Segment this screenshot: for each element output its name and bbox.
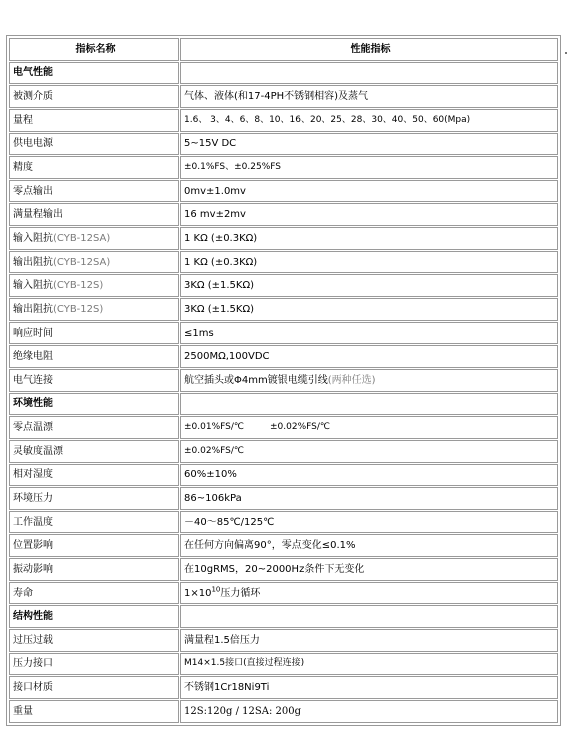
row-value: 0mv±1.0mv	[180, 180, 558, 203]
row-value	[180, 582, 558, 605]
row-value: 3KΩ (±1.5KΩ)	[180, 274, 558, 297]
table-row	[9, 416, 558, 439]
row-value: 在任何方向偏离90°，零点变化≤0.1%	[180, 534, 558, 557]
header-name: 指标名称	[9, 38, 179, 61]
table-row	[9, 156, 558, 179]
row-label: 量程	[9, 109, 179, 132]
row-value: －40～85℃/125℃	[180, 511, 558, 534]
row-value: 3KΩ (±1.5KΩ)	[180, 298, 558, 321]
table-row	[9, 227, 558, 250]
row-note: (两种任选)	[327, 374, 376, 386]
row-label: 相对湿度	[9, 464, 179, 487]
row-label: 供电电源	[9, 133, 179, 156]
row-value: 1.6、 3、4、6、8、10、16、20、25、28、30、40、50、60(Mpa)	[180, 109, 558, 132]
row-value: ±0.02%FS/℃	[180, 440, 558, 463]
spec-table	[8, 37, 559, 724]
table-row	[9, 345, 558, 368]
row-value-text: 航空插头或Φ4mm镀银电缆引线	[184, 374, 328, 386]
table-row	[9, 85, 558, 108]
row-value: M14×1.5接口(直接过程连接)	[180, 653, 558, 676]
table-row	[9, 700, 558, 723]
row-label: 接口材质	[9, 676, 179, 699]
table-row	[9, 322, 558, 345]
row-value: 不锈钢1Cr18Ni9Ti	[180, 676, 558, 699]
table-row	[9, 251, 558, 274]
table-row	[9, 274, 558, 297]
row-label: 绝缘电阻	[9, 345, 179, 368]
row-label: 位置影响	[9, 534, 179, 557]
row-label: 电气连接	[9, 369, 179, 392]
row-label	[9, 227, 179, 250]
row-value	[180, 416, 558, 439]
row-label: 重量	[9, 700, 179, 723]
stray-dot	[565, 52, 567, 54]
row-label	[9, 251, 179, 274]
row-label: 响应时间	[9, 322, 179, 345]
row-label	[9, 298, 179, 321]
row-value	[180, 369, 558, 392]
table-row	[9, 511, 558, 534]
section-structure	[9, 605, 558, 628]
table-row	[9, 180, 558, 203]
row-value: 5~15V DC	[180, 133, 558, 156]
section-electrical	[9, 62, 558, 85]
row-label: 零点输出	[9, 180, 179, 203]
row-value: ≤1ms	[180, 322, 558, 345]
row-value: 1 KΩ (±0.3KΩ)	[180, 251, 558, 274]
table-row	[9, 487, 558, 510]
row-label: 灵敏度温漂	[9, 440, 179, 463]
model-code: (CYB-12S)	[53, 280, 104, 292]
row-label: 零点温漂	[9, 416, 179, 439]
row-label-text: 输入阻抗	[13, 232, 53, 244]
table-row	[9, 653, 558, 676]
row-label: 精度	[9, 156, 179, 179]
row-value: 2500MΩ,100VDC	[180, 345, 558, 368]
row-value: 86~106kPa	[180, 487, 558, 510]
row-value: 12S:120g / 12SA: 200g	[180, 700, 558, 723]
row-label: 振动影响	[9, 558, 179, 581]
table-row	[9, 369, 558, 392]
row-value: 1 KΩ (±0.3KΩ)	[180, 227, 558, 250]
model-code: (CYB-12S)	[53, 303, 104, 315]
life-base: 1×10	[184, 587, 212, 599]
row-value: ±0.1%FS、±0.25%FS	[180, 156, 558, 179]
table-row	[9, 203, 558, 226]
row-value: 60%±10%	[180, 464, 558, 487]
row-label: 压力接口	[9, 653, 179, 676]
row-value-a: ±0.01%FS/℃	[184, 422, 245, 433]
table-row	[9, 582, 558, 605]
row-label	[9, 274, 179, 297]
row-label-text: 输出阻抗	[13, 303, 53, 315]
table-row	[9, 109, 558, 132]
table-row	[9, 133, 558, 156]
row-value: 气体、液体(和17-4PH不锈钢相容)及蒸气	[180, 85, 558, 108]
table-header-row	[9, 38, 558, 61]
row-label-text: 输出阻抗	[13, 256, 53, 268]
table-row	[9, 534, 558, 557]
section-title: 电气性能	[9, 62, 179, 85]
table-row	[9, 676, 558, 699]
table-row	[9, 464, 558, 487]
section-title: 结构性能	[9, 605, 179, 628]
section-environment	[9, 393, 558, 416]
model-code: (CYB-12SA)	[53, 256, 111, 268]
row-label: 工作温度	[9, 511, 179, 534]
section-title: 环境性能	[9, 393, 179, 416]
table-row	[9, 558, 558, 581]
row-label-text: 输入阻抗	[13, 280, 53, 292]
row-label: 寿命	[9, 582, 179, 605]
table-row	[9, 440, 558, 463]
table-row	[9, 298, 558, 321]
row-label: 被测介质	[9, 85, 179, 108]
row-label: 过压过载	[9, 629, 179, 652]
row-value: 16 mv±2mv	[180, 203, 558, 226]
row-value-b: ±0.02%FS/℃	[270, 422, 331, 433]
life-suffix: 压力循环	[220, 587, 261, 599]
spec-table-frame	[6, 35, 561, 726]
row-label: 满量程输出	[9, 203, 179, 226]
row-label: 环境压力	[9, 487, 179, 510]
table-row	[9, 629, 558, 652]
row-value: 满量程1.5倍压力	[180, 629, 558, 652]
header-spec: 性能指标	[180, 38, 558, 61]
model-code: (CYB-12SA)	[53, 232, 111, 244]
life-exponent: 10	[211, 585, 221, 594]
row-value: 在10gRMS，20~2000Hz条件下无变化	[180, 558, 558, 581]
